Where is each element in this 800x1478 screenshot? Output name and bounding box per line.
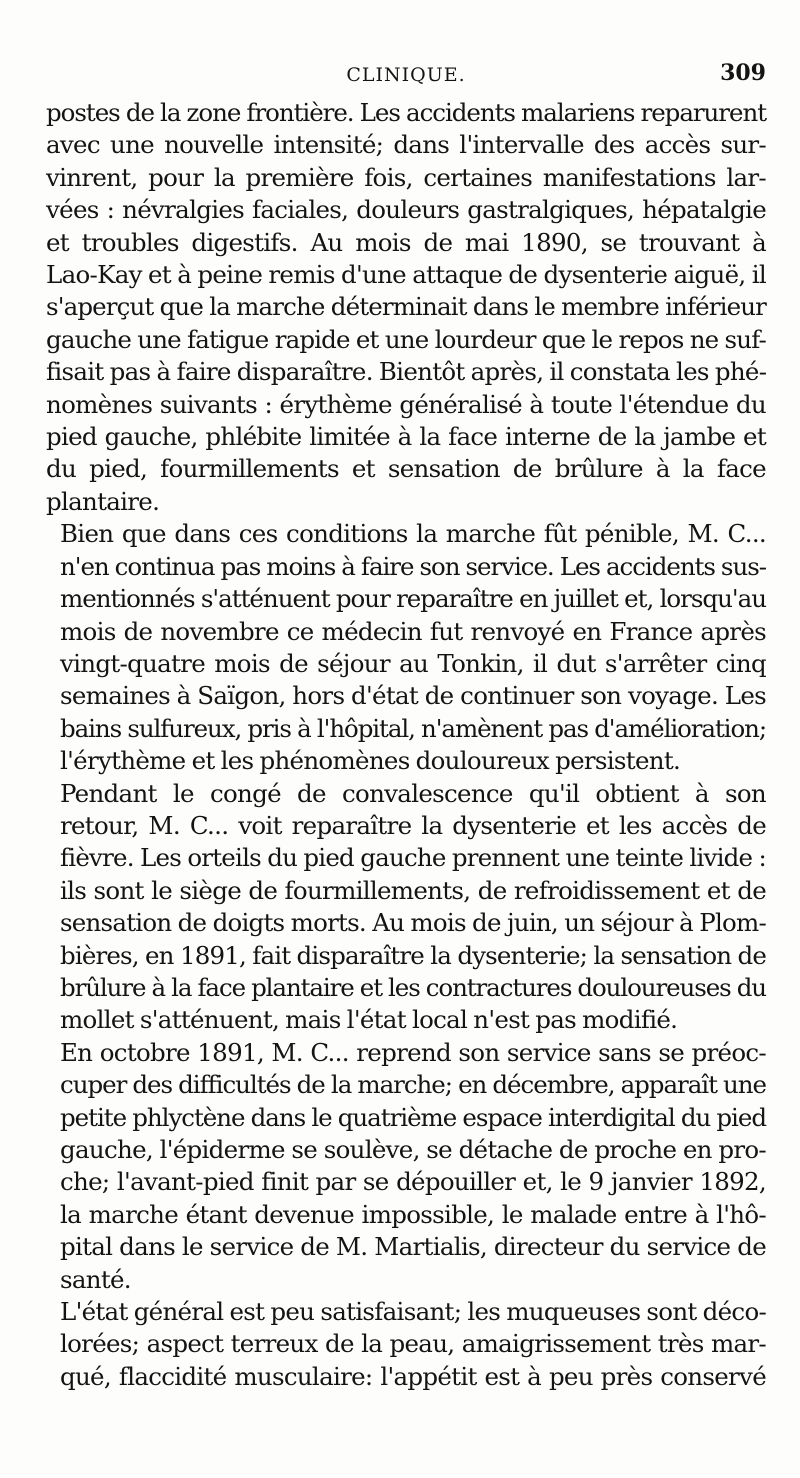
text-line: semaines à Saïgon, hors d'état de continuer son voyage. Les — [60, 681, 766, 711]
paragraph — [46, 97, 766, 518]
text-line: vingt-quatre mois de séjour au Tonkin, il dut s'arrêter cinq — [60, 648, 766, 678]
paragraph — [46, 778, 766, 1037]
text-line: lorées; aspect terreux de la peau, amaigrissement très mar- — [60, 1329, 766, 1359]
text-line: mois de novembre ce médecin fut renvoyé en France après — [60, 616, 766, 646]
text-line: fièvre. Les orteils du pied gauche prennent une teinte livide : — [60, 843, 766, 873]
text-line: vinrent, pour la première fois, certaines manifestations lar- — [46, 162, 766, 192]
text-line: Bien que dans ces conditions la marche fût pénible, M. C... — [60, 519, 766, 549]
text-line: En octobre 1891, M. C... reprend son service sans se préoc- — [60, 1037, 766, 1067]
running-head — [46, 60, 766, 92]
text-line: fisait pas à faire disparaître. Bientôt après, il constata les phé- — [46, 357, 767, 387]
text-line: retour, M. C... voit reparaître la dysenterie et les accès de — [60, 810, 766, 840]
text-line: du pied, fourmillements et sensation de brûlure à la face — [46, 454, 766, 484]
text-line: l'érythème et les phénomènes douloureux persistent. — [60, 746, 681, 776]
paragraph — [46, 518, 766, 777]
body-text — [46, 97, 766, 1393]
text-line: che; l'avant-pied finit par se dépouiller et, le 9 janvier 1892, — [60, 1167, 766, 1197]
text-line: brûlure à la face plantaire et les contractures douloureuses du — [60, 972, 766, 1002]
text-line: n'en continua pas moins à faire son service. Les accidents sus- — [60, 551, 766, 581]
text-line: s'aperçut que la marche déterminait dans le membre inférieur — [46, 292, 766, 322]
text-line: Lao-Kay et à peine remis d'une attaque de dysenterie aiguë, il — [46, 260, 766, 290]
text-line: la marche étant devenue impossible, le malade entre à l'hô- — [60, 1199, 766, 1229]
text-line: pital dans le service de M. Martialis, directeur du service de — [60, 1232, 766, 1262]
text-line: gauche une fatigue rapide et une lourdeur que le repos ne suf- — [46, 324, 766, 354]
paragraph — [46, 1296, 766, 1393]
paragraph — [46, 1037, 766, 1296]
text-line: bains sulfureux, pris à l'hôpital, n'amènent pas d'amélioration; — [60, 713, 766, 743]
text-line: mollet s'atténuent, mais l'état local n'est pas modifié. — [60, 1005, 678, 1035]
text-line: L'état général est peu satisfaisant; les muqueuses sont déco- — [60, 1297, 767, 1327]
text-line: vées : névralgies faciales, douleurs gastralgiques, hépatalgie — [46, 195, 766, 225]
text-line: mentionnés s'atténuent pour reparaître en juillet et, lorsqu'au — [60, 584, 766, 614]
text-line: gauche, l'épiderme se soulève, se détache de proche en pro- — [60, 1135, 766, 1164]
text-line: ils sont le siège de fourmillements, de refroidissement et de — [60, 875, 766, 905]
text-line: sensation de doigts morts. Au mois de juin, un séjour à Plom- — [60, 908, 766, 938]
text-line: bières, en 1891, fait disparaître la dysenterie; la sensation de — [60, 940, 766, 970]
text-line: petite phlyctène dans le quatrième espace interdigital du pied — [60, 1102, 766, 1132]
text-line: nomènes suivants : érythème généralisé à toute l'étendue du — [46, 389, 766, 419]
text-line: cuper des difficultés de la marche; en décembre, apparaît une — [60, 1070, 766, 1100]
text-line: pied gauche, phlébite limitée à la face interne de la jambe et — [46, 422, 766, 452]
text-line: qué, flaccidité musculaire: l'appétit est à peu près conservé — [60, 1361, 766, 1391]
text-line: santé. — [60, 1264, 131, 1294]
text-line: postes de la zone frontière. Les accidents malariens reparurent — [46, 98, 766, 127]
text-line: plantaire. — [46, 486, 160, 516]
text-line: avec une nouvelle intensité; dans l'intervalle des accès sur- — [46, 130, 766, 160]
page-number: 309 — [720, 60, 766, 86]
text-line: et troubles digestifs. Au mois de mai 1890, se trouvant à — [46, 227, 766, 257]
running-title: CLINIQUE. — [346, 64, 466, 86]
text-line: Pendant le congé de convalescence qu'il obtient à son — [60, 778, 766, 808]
